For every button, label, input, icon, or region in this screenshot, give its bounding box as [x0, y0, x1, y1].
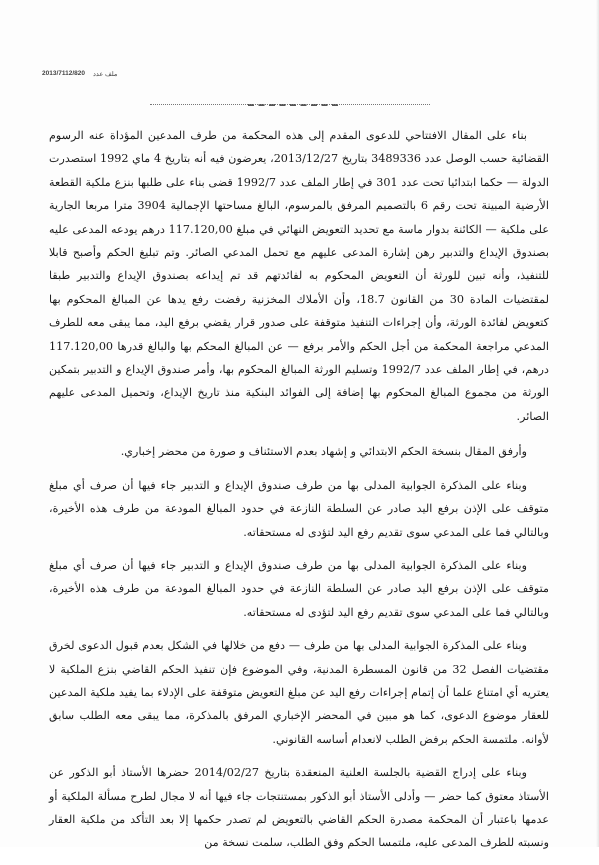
file-label: ملف عدد: [93, 71, 118, 78]
document-body: [49, 124, 549, 865]
header-rule: [150, 104, 430, 105]
paragraph-response-3: وبناء على المذكرة الجوابية المدلى بها من طرف — دفع من خلالها في الشكل بعدم قبول الدعوى لخرق مقتضيات الفصل 32 من قانون المسطرة المدنية، وفي الموضوع فإن تنفيذ الحكم القاضي بنزع الملكية لا يعتريه أي امتناع علما أن إتمام إجراءات رفع اليد عن مبلغ التعويض متوقفة على الإدلاء بما يفيد ملكية المدعين للعقار موضوع الدعوى، كما هو مبين في المحضر الإخباري المرفق بالمذكرة، مما يبقى معه الطلب سابق لأوانه. ملتمسة الحكم برفض الطلب لانعدام أساسه القانوني.: [49, 639, 549, 746]
file-reference: [42, 70, 117, 78]
paragraph-hearing: وبناء على إدراج القضية بالجلسة العلنية المنعقدة بتاريخ 2014/02/27 حضرها الأستاذ أبو الذكور عن الأستاذ معتوق كما حضر — وأدلى الأستاذ أبو الذكور بمستنتجات جاء فيها أنه لا مجال لطرح مسألة الملكية أو عدمها باعتبار أن المحكمة مصدرة الحكم القاضي بالتعويض لم تصدر حكمها إلا بعد التأكد من ملكية العقار ونسبته للطرف المدعى عليه، ملتمسا الحكم وفق الطلب، سلمت نسخة من: [49, 766, 549, 850]
paragraph-response-2: وبناء على المذكرة الجوابية المدلى بها من طرف صندوق الإيداع و التدبير جاء فيها أن صرف أي مبلغ متوقف على الإذن برفع اليد صادر عن السلطة النازعة في حدود المبالغ المودعة من طرف هذه الأخيرة، وبالتالي فما على المدعي سوى تقديم رفع اليد لتؤدى له مستحقاته.: [49, 558, 549, 619]
file-number: 2013/7112/820: [42, 70, 86, 77]
paragraph-response-1: وبناء على المذكرة الجوابية المدلى بها من طرف صندوق الإيداع و التدبير جاء فيها أن صرف أي مبلغ متوقف على الإذن برفع اليد صادر عن السلطة النازعة في حدود المبالغ المودعة من طرف هذه الأخيرة، وبالتالي فما على المدعي سوى تقديم رفع اليد لتؤدى له مستحقاته.: [49, 478, 549, 539]
paragraph-attachments: وأرفق المقال بنسخة الحكم الابتدائي و إشهاد بعدم الاستئناف و صورة من محضر إخباري.: [120, 445, 527, 459]
paragraph-claim: بناء على المقال الافتتاحي للدعوى المقدم إلى هذه المحكمة من طرف المدعين المؤداة عنه الرسوم القضائية حسب الوصل عدد 3489336 بتاريخ 2013/12/27، يعرضون فيه أنه بتاريخ 4 ماي 1992 استصدرت الدولة — حكما ابتدائيا تحت عدد 301 في إطار الملف عدد 1992/7 قضى بناء على طلبها بنزع ملكية القطعة الأرضية المبينة تحت رقم 6 بالتصميم المرفق بالمرسوم، البالغ مساحتها الإجمالية 3904 مترا مربعا الجارية على ملكية — الكائنة بدوار ماسة مع تحديد التعويض النهائي في مبلغ 117.120,00 درهم يودعه المدعى عليه بصندوق الإيداع والتدبير رهن إشارة المدعى عليهم مع تحمل المدعي الصائر. وتم تبليغ الحكم وأصبح قابلا للتنفيذ، وأنه تبين للورثة أن التعويض المحكوم به لفائدتهم قد تم إيداعه بصندوق الإيداع والتدبير طبقا لمقتضيات المادة 30 من القانون 18.7، وأن الأملاك المخزنية رفضت رفع يدها عن المبالغ المحكوم بها كتعويض لفائدة الورثة، وأن إجراءات التنفيذ متوقفة على صدور قرار يقضي برفع اليد، مما يبقى معه للطرف المدعي مراجعة المحكمة من أجل الحكم والأمر برفع — عن المبالغ المحكم بها والبالغ قدرها 117.120,00 درهم، في إطار الملف عدد 1992/7 وتسليم الورثة المبالغ المحكوم بها، وأمر صندوق الإيداع و التدبير بتمكين الورثة من مجموع المبالغ المحكوم بها إضافة إلى الفوائد البنكية منذ تاريخ الإيداع، وتحميل المدعى عليهم الصائر.: [49, 129, 550, 423]
